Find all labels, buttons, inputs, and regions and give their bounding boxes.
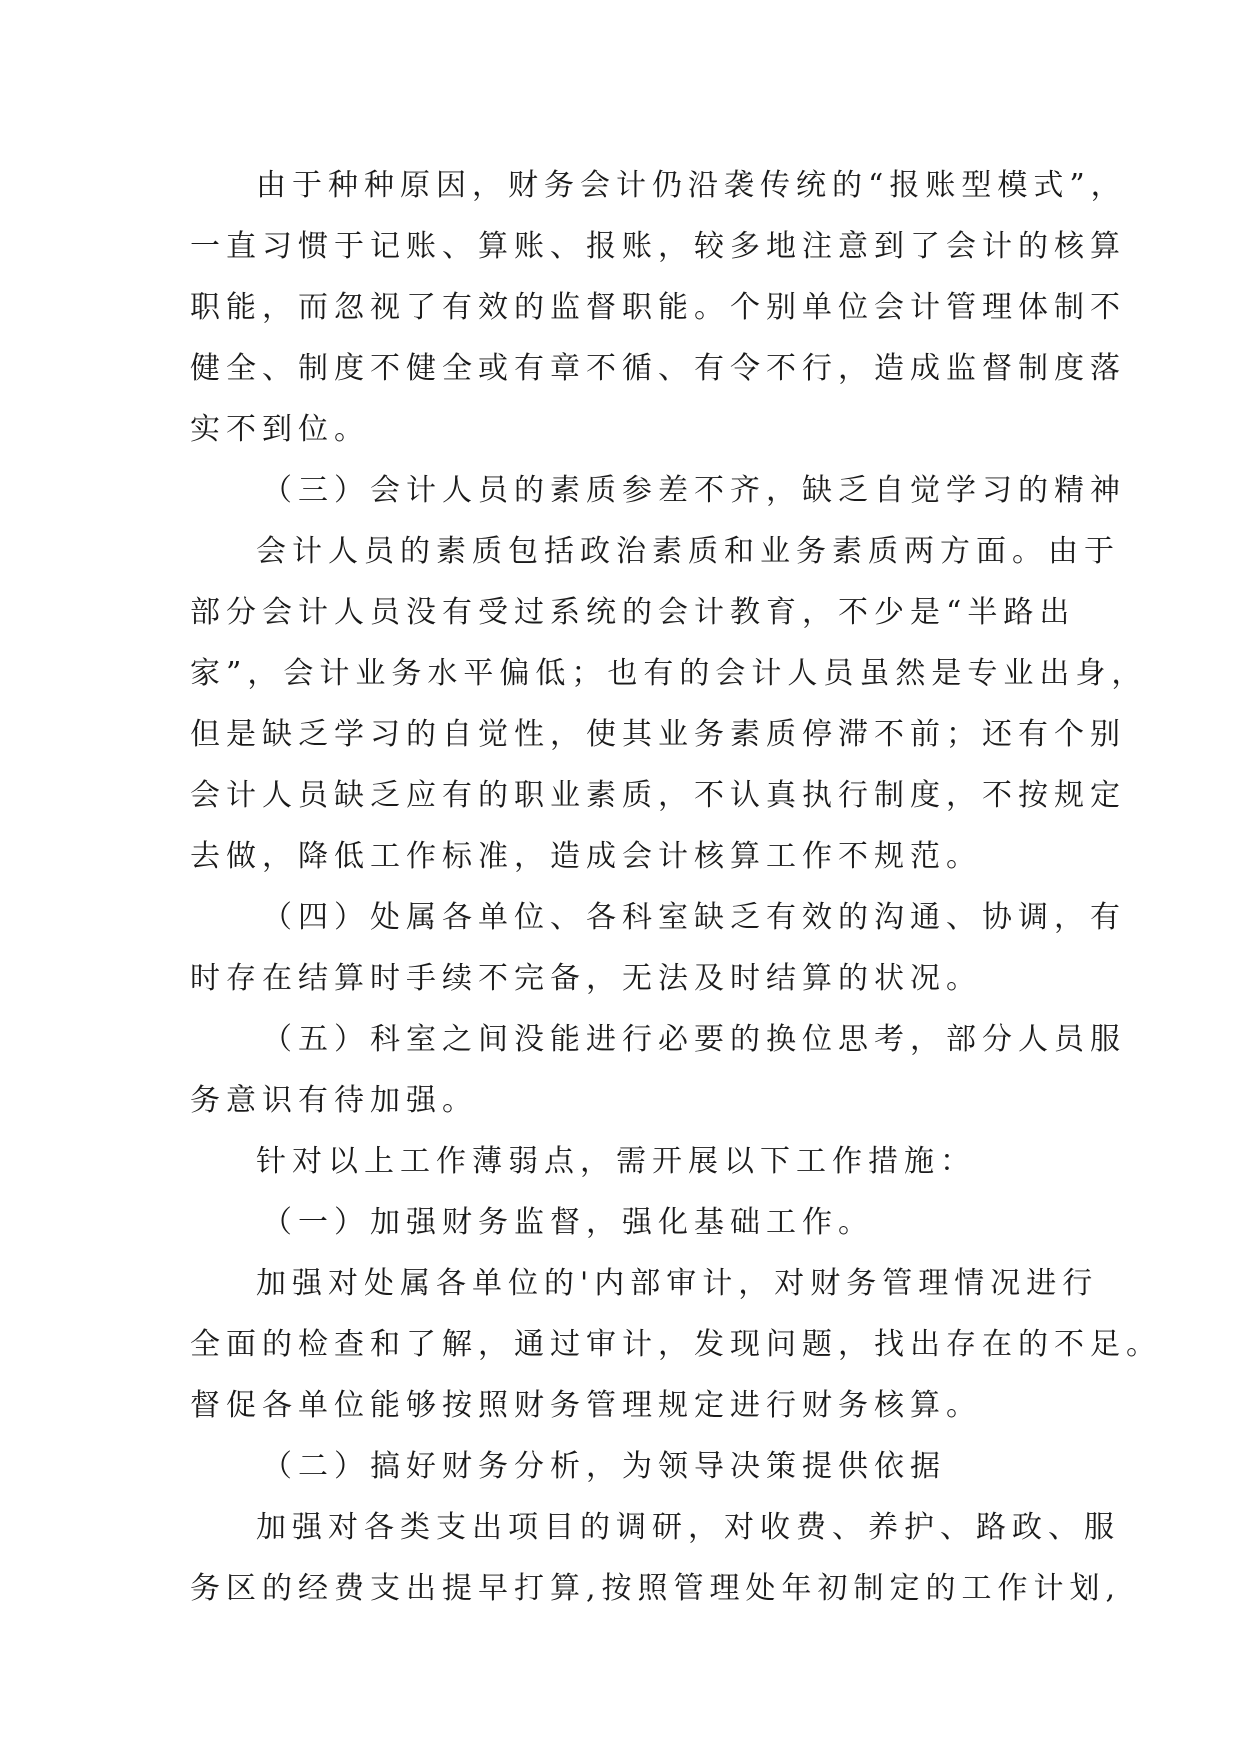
paragraph-line: 实不到位。 — [190, 412, 370, 447]
paragraph-line: 针对以上工作薄弱点，需开展以下工作措施： — [256, 1144, 976, 1179]
paragraph-line: 家”，会计业务水平偏低；也有的会计人员虽然是专业出身， — [190, 656, 1148, 691]
section-heading: （三）会计人员的素质参差不齐，缺乏自觉学习的精神 — [262, 473, 1126, 508]
paragraph-line: 加强对各类支出项目的调研，对收费、养护、路政、服 — [256, 1510, 1120, 1545]
document-body — [190, 155, 1162, 1619]
paragraph-line: 督促各单位能够按照财务管理规定进行财务核算。 — [190, 1388, 982, 1423]
paragraph-line: 时存在结算时手续不完备，无法及时结算的状况。 — [190, 961, 982, 996]
paragraph-line: 但是缺乏学习的自觉性，使其业务素质停滞不前；还有个别 — [190, 717, 1126, 752]
paragraph-line: 一直习惯于记账、算账、报账，较多地注意到了会计的核算 — [190, 229, 1126, 264]
section-heading: （四）处属各单位、各科室缺乏有效的沟通、协调，有 — [262, 900, 1126, 935]
paragraph-line: 务意识有待加强。 — [190, 1083, 478, 1118]
section-heading: （五）科室之间没能进行必要的换位思考，部分人员服 — [262, 1022, 1126, 1057]
paragraph-line: 健全、制度不健全或有章不循、有令不行，造成监督制度落 — [190, 351, 1126, 386]
section-heading: （二）搞好财务分析，为领导决策提供依据 — [262, 1449, 946, 1484]
paragraph-line: 会计人员的素质包括政治素质和业务素质两方面。由于 — [256, 534, 1120, 569]
paragraph-line: 加强对处属各单位的'内部审计，对财务管理情况进行 — [256, 1266, 1099, 1301]
paragraph-line: 去做，降低工作标准，造成会计核算工作不规范。 — [190, 839, 982, 874]
paragraph-line: 全面的检查和了解，通过审计，发现问题，找出存在的不足。 — [190, 1327, 1162, 1362]
paragraph-line: 职能，而忽视了有效的监督职能。个别单位会计管理体制不 — [190, 290, 1126, 325]
paragraph-line: 会计人员缺乏应有的职业素质，不认真执行制度，不按规定 — [190, 778, 1126, 813]
paragraph-line: 部分会计人员没有受过系统的会计教育，不少是“半路出 — [190, 595, 1076, 630]
paragraph-line: 由于种种原因，财务会计仍沿袭传统的“报账型模式”， — [256, 168, 1127, 203]
paragraph-line: 务区的经费支出提早打算,按照管理处年初制定的工作计划, — [190, 1571, 1122, 1606]
section-heading: （一）加强财务监督，强化基础工作。 — [262, 1205, 874, 1240]
